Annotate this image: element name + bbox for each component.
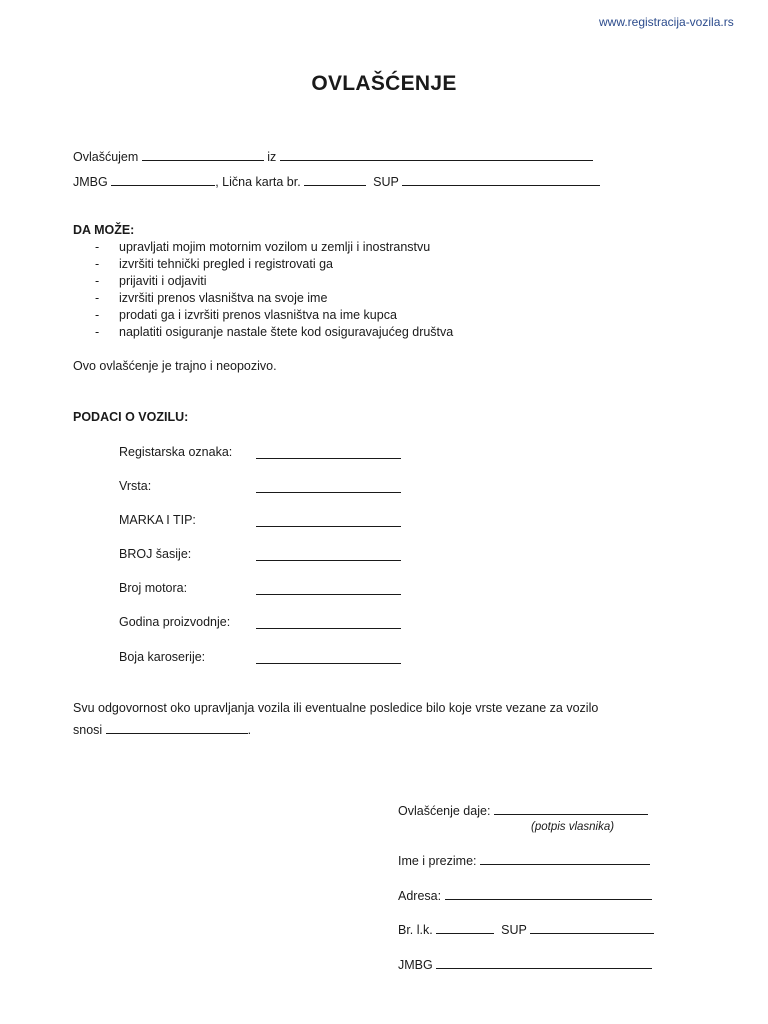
list-item: - naplatiti osiguranje nastale štete kod osiguravajućeg društva bbox=[95, 325, 454, 339]
authorizer-place-field[interactable] bbox=[280, 149, 593, 161]
owner-signature-caption: (potpis vlasnika) bbox=[531, 821, 615, 833]
list-item: - upravljati mojim motornim vozilom u zemlji i inostranstvu bbox=[95, 240, 431, 254]
authorize-label: Ovlašćujem bbox=[73, 150, 139, 164]
id-card-short-label: Br. l.k. bbox=[398, 923, 433, 937]
list-item: - izvršiti prenos vlasništva na svoje ime bbox=[95, 291, 328, 305]
responsibility-line2: snosi . bbox=[73, 723, 252, 737]
id-card-line bbox=[398, 922, 654, 937]
owner-jmbg-line bbox=[398, 957, 652, 972]
id-card-number-field[interactable] bbox=[304, 174, 366, 186]
document-title: OVLAŠĆENJE bbox=[311, 72, 457, 95]
full-name-field[interactable] bbox=[480, 853, 650, 865]
responsible-party-field[interactable] bbox=[106, 722, 248, 734]
engine-field[interactable] bbox=[256, 594, 401, 595]
owner-jmbg-field[interactable] bbox=[436, 957, 652, 969]
given-by-label: Ovlašćenje daje: bbox=[398, 804, 491, 818]
permissions-heading: DA MOŽE: bbox=[73, 223, 135, 237]
make-model-field[interactable] bbox=[256, 526, 401, 527]
engine-label: Broj motora: bbox=[119, 581, 188, 595]
address-field[interactable] bbox=[445, 888, 652, 900]
authorizer-name-field[interactable] bbox=[142, 149, 264, 161]
registration-label: Registarska oznaka: bbox=[119, 445, 233, 459]
responsibility-text: Svu odgovornost oko upravljanja vozila ili eventualne posledice bilo koje vrste vezane za vozilo bbox=[73, 701, 599, 715]
chassis-field[interactable] bbox=[256, 560, 401, 561]
owner-jmbg-label: JMBG bbox=[398, 958, 433, 972]
owner-signature-field[interactable] bbox=[494, 803, 648, 815]
list-item: - izvršiti tehnički pregled i registrovati ga bbox=[95, 257, 333, 271]
owner-id-card-field[interactable] bbox=[436, 922, 494, 934]
vehicle-heading: PODACI O VOZILU: bbox=[73, 410, 189, 424]
chassis-label: BROJ šasije: bbox=[119, 547, 192, 561]
full-name-label: Ime i prezime: bbox=[398, 854, 477, 868]
full-name-line bbox=[398, 853, 650, 868]
permissions-list bbox=[95, 239, 453, 341]
permanence-statement: Ovo ovlašćenje je trajno i neopozivo. bbox=[73, 359, 277, 373]
address-line bbox=[398, 888, 652, 903]
registration-field[interactable] bbox=[256, 458, 401, 459]
bears-label: snosi bbox=[73, 723, 103, 737]
id-card-label: , Lična karta br. bbox=[215, 175, 301, 189]
from-label: iz bbox=[267, 150, 277, 164]
color-label: Boja karoserije: bbox=[119, 650, 206, 664]
list-item: - prodati ga i izvršiti prenos vlasništva na ime kupca bbox=[95, 308, 397, 322]
color-field[interactable] bbox=[256, 663, 401, 664]
owner-sup-field[interactable] bbox=[530, 922, 654, 934]
address-label: Adresa: bbox=[398, 889, 442, 903]
list-item: - prijaviti i odjaviti bbox=[95, 274, 207, 288]
given-by-line bbox=[398, 803, 648, 818]
type-field[interactable] bbox=[256, 492, 401, 493]
sup-label: SUP bbox=[373, 175, 399, 189]
type-label: Vrsta: bbox=[119, 479, 152, 493]
id-line bbox=[73, 174, 600, 189]
sup-field[interactable] bbox=[402, 174, 600, 186]
year-label: Godina proizvodnje: bbox=[119, 615, 231, 629]
year-field[interactable] bbox=[256, 628, 401, 629]
make-model-label: MARKA I TIP: bbox=[119, 513, 196, 527]
jmbg-field[interactable] bbox=[111, 174, 215, 186]
authorizer-line bbox=[73, 149, 593, 164]
jmbg-label: JMBG bbox=[73, 175, 108, 189]
website-url[interactable]: www.registracija-vozila.rs bbox=[599, 15, 734, 29]
owner-sup-label: SUP bbox=[501, 923, 527, 937]
